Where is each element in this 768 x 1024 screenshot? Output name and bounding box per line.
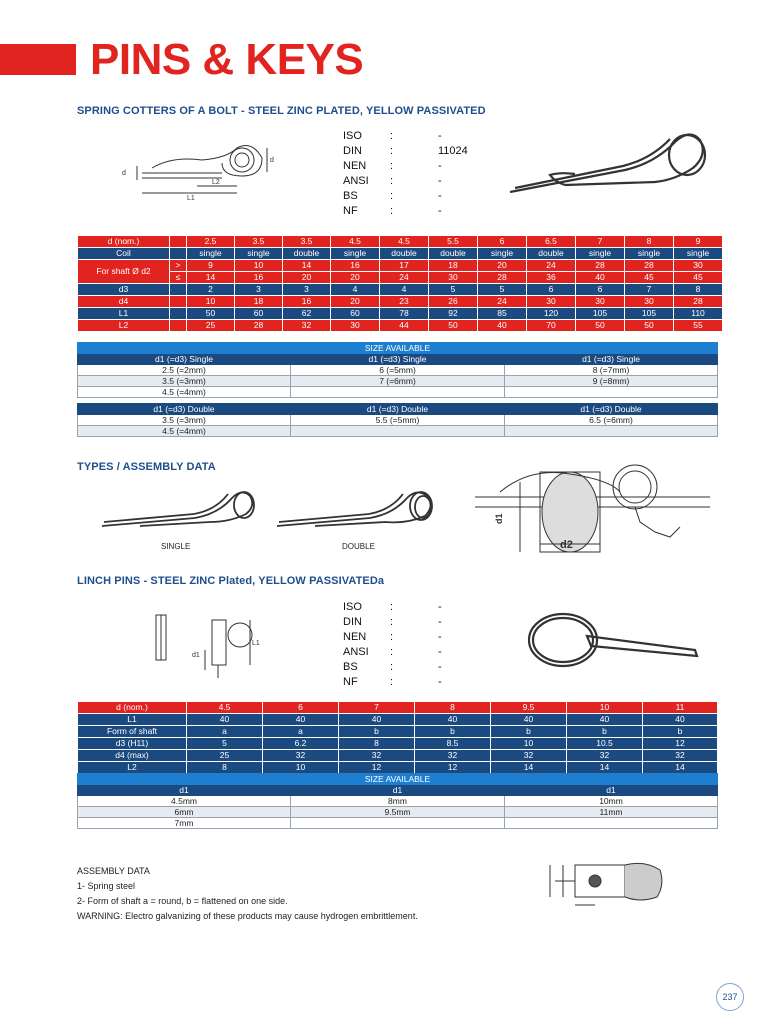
standard-name: ANSI	[343, 646, 369, 658]
spec-cell: 10	[263, 762, 339, 774]
spec-cell: 92	[429, 308, 478, 320]
standard-name: ANSI	[343, 175, 369, 187]
spec-cell: 32	[491, 750, 567, 762]
avail-row	[78, 376, 718, 387]
standard-colon: :	[390, 676, 394, 688]
spec-cell: 2	[187, 284, 235, 296]
avail-cell	[291, 426, 505, 437]
spec-row	[78, 726, 718, 738]
section-title-types-assembly: TYPES / ASSEMBLY DATA	[77, 461, 216, 473]
spec-cell: 70	[527, 320, 576, 332]
notes-line-1: 1- Spring steel	[77, 881, 136, 891]
standard-name: NEN	[343, 160, 367, 172]
standard-row	[343, 144, 468, 159]
spec-cell: single	[478, 248, 527, 260]
spec-cell: 8	[625, 236, 674, 248]
avail-header: d1	[505, 785, 718, 796]
spec-row	[78, 272, 723, 284]
avail-header-row	[78, 785, 718, 796]
row-label: d3	[78, 284, 170, 296]
spec-cell: 8	[339, 738, 415, 750]
page-number: 237	[716, 983, 744, 1011]
row-label: L2	[78, 762, 187, 774]
spec-cell: 120	[527, 308, 576, 320]
spec-cell: 30	[576, 296, 625, 308]
row-symbol: ≤	[170, 272, 187, 284]
avail-cell: 4.5 (=4mm)	[78, 426, 291, 437]
avail-header: d1	[291, 785, 505, 796]
spec-cell: b	[643, 726, 718, 738]
page-title: PINS & KEYS	[90, 35, 364, 84]
spec-cell: 12	[415, 762, 491, 774]
spec-cell: 6	[527, 284, 576, 296]
spec-cell: a	[263, 726, 339, 738]
spec-cell: b	[567, 726, 643, 738]
avail-caption-row	[78, 774, 718, 785]
avail-header: d1 (=d3) Double	[78, 404, 291, 415]
standard-name: ISO	[343, 130, 362, 142]
avail-cell: 3.5 (=3mm)	[78, 376, 291, 387]
assembly-notes	[77, 864, 418, 924]
standard-value: 11024	[438, 145, 468, 157]
spec-cell: 6	[478, 236, 527, 248]
label-d: d	[122, 170, 126, 177]
standard-name: DIN	[343, 145, 362, 157]
spec-cell: 6	[263, 702, 339, 714]
standard-value: -	[438, 160, 442, 172]
spec-cell: 105	[576, 308, 625, 320]
spec-cell: 30	[331, 320, 380, 332]
spec-cell: single	[187, 248, 235, 260]
avail-cell: 9.5mm	[291, 807, 505, 818]
spec-cell: 50	[429, 320, 478, 332]
label-d2: d2	[560, 539, 573, 551]
spec-cell: 3	[235, 284, 283, 296]
standard-row	[343, 660, 442, 675]
row-label: L1	[78, 714, 187, 726]
notes-line-2: 2- Form of shaft a = round, b = flattened on one side.	[77, 896, 288, 906]
row-label: d3 (H11)	[78, 738, 187, 750]
spec-cell: single	[674, 248, 723, 260]
avail-header-row	[78, 404, 718, 415]
spec-cell: 45	[674, 272, 723, 284]
row-label: d4 (max)	[78, 750, 187, 762]
avail-cell: 4.5mm	[78, 796, 291, 807]
avail-cell: 4.5 (=4mm)	[78, 387, 291, 398]
spec-cell: 32	[283, 320, 331, 332]
avail-cell: 7 (=6mm)	[291, 376, 505, 387]
row-symbol	[170, 308, 187, 320]
spec-cell: 6.5	[527, 236, 576, 248]
avail-header: d1 (=d3) Single	[78, 354, 291, 365]
row-symbol	[170, 320, 187, 332]
spec-cell: 26	[429, 296, 478, 308]
spec-cell: single	[235, 248, 283, 260]
spec-row	[78, 260, 723, 272]
spec-cell: 60	[331, 308, 380, 320]
standard-colon: :	[390, 190, 394, 202]
spec-cell: 6	[576, 284, 625, 296]
spec-cell: 30	[625, 296, 674, 308]
spec-cell: 40	[576, 272, 625, 284]
avail-row	[78, 415, 718, 426]
spec-cell: 5.5	[429, 236, 478, 248]
standard-name: NF	[343, 205, 358, 217]
spec-cell: 16	[235, 272, 283, 284]
spring-cotter-spec-table	[77, 235, 723, 332]
spec-cell: 8	[674, 284, 723, 296]
row-symbol: >	[170, 260, 187, 272]
label-l2: L2	[212, 179, 220, 186]
spec-cell: 11	[643, 702, 718, 714]
spec-row	[78, 714, 718, 726]
spec-cell: 23	[380, 296, 429, 308]
row-symbol	[170, 236, 187, 248]
notes-line-3: WARNING: Electro galvanizing of these products may cause hydrogen embrittlement.	[77, 911, 418, 921]
standard-value: -	[438, 631, 442, 643]
spec-cell: 45	[625, 272, 674, 284]
row-label: L1	[78, 308, 170, 320]
spec-cell: 20	[283, 272, 331, 284]
avail-header-row	[78, 354, 718, 365]
spec-cell: 110	[674, 308, 723, 320]
spec-cell: 24	[527, 260, 576, 272]
standard-name: BS	[343, 661, 358, 673]
spec-cell: 28	[625, 260, 674, 272]
avail-cell	[291, 387, 505, 398]
avail-row	[78, 796, 718, 807]
spec-cell: 8	[415, 702, 491, 714]
standard-colon: :	[390, 205, 394, 217]
spec-cell: double	[527, 248, 576, 260]
caption-single: SINGLE	[161, 542, 191, 551]
standard-value: -	[438, 205, 442, 217]
spec-cell: 40	[263, 714, 339, 726]
row-symbol	[170, 284, 187, 296]
spec-cell: 4.5	[380, 236, 429, 248]
spec-cell: 10	[235, 260, 283, 272]
spec-cell: 24	[380, 272, 429, 284]
spec-cell: 50	[576, 320, 625, 332]
avail-cell: 11mm	[505, 807, 718, 818]
spec-cell: 4.5	[331, 236, 380, 248]
standard-name: NEN	[343, 631, 367, 643]
spec-cell: 12	[339, 762, 415, 774]
standard-name: NF	[343, 676, 358, 688]
spec-cell: 30	[429, 272, 478, 284]
spec-cell: double	[283, 248, 331, 260]
notes-heading: ASSEMBLY DATA	[77, 866, 150, 876]
standard-colon: :	[390, 616, 394, 628]
standard-colon: :	[390, 646, 394, 658]
row-label: d (nom.)	[78, 702, 187, 714]
spec-cell: 44	[380, 320, 429, 332]
spec-cell: 10	[187, 296, 235, 308]
caption-double: DOUBLE	[342, 542, 375, 551]
avail-caption: SIZE AVAILABLE	[78, 343, 718, 354]
title-accent-bar	[0, 44, 76, 75]
standards-list-spring-cotters	[343, 129, 468, 219]
standard-value: -	[438, 130, 442, 142]
standard-colon: :	[390, 601, 394, 613]
standard-colon: :	[390, 160, 394, 172]
standard-row	[343, 645, 442, 660]
spec-cell: 14	[283, 260, 331, 272]
spec-cell: 20	[478, 260, 527, 272]
linch-pin-technical-drawing	[150, 610, 270, 685]
standard-row	[343, 189, 468, 204]
standard-row	[343, 159, 468, 174]
spec-cell: 40	[339, 714, 415, 726]
spec-row	[78, 320, 723, 332]
spec-cell: 50	[625, 320, 674, 332]
spring-cotter-size-available-double	[77, 403, 718, 437]
spec-cell: 36	[527, 272, 576, 284]
avail-cell: 6 (=5mm)	[291, 365, 505, 376]
spec-cell: 28	[576, 260, 625, 272]
spec-cell: 7	[576, 236, 625, 248]
avail-cell	[505, 426, 718, 437]
spec-cell: 40	[643, 714, 718, 726]
standard-value: -	[438, 646, 442, 658]
section-title-spring-cotters: SPRING COTTERS OF A BOLT - STEEL ZINC PLATED, YELLOW PASSIVATED	[77, 105, 486, 117]
spec-row	[78, 236, 723, 248]
spec-cell: 40	[187, 714, 263, 726]
spec-row	[78, 308, 723, 320]
standard-row	[343, 600, 442, 615]
spec-cell: 10.5	[567, 738, 643, 750]
spec-cell: 17	[380, 260, 429, 272]
spec-cell: 32	[263, 750, 339, 762]
spec-cell: 55	[674, 320, 723, 332]
spec-cell: 3.5	[283, 236, 331, 248]
avail-cell: 8 (=7mm)	[505, 365, 718, 376]
avail-cell: 9 (=8mm)	[505, 376, 718, 387]
standard-value: -	[438, 616, 442, 628]
spec-cell: 4	[331, 284, 380, 296]
standard-row	[343, 204, 468, 219]
avail-row	[78, 365, 718, 376]
spec-cell: 28	[478, 272, 527, 284]
spec-cell: 9	[187, 260, 235, 272]
spec-cell: 60	[235, 308, 283, 320]
spec-cell: 62	[283, 308, 331, 320]
spec-cell: 85	[478, 308, 527, 320]
spec-row	[78, 738, 718, 750]
standard-colon: :	[390, 631, 394, 643]
spec-cell: 40	[567, 714, 643, 726]
avail-cell: 3.5 (=3mm)	[78, 415, 291, 426]
spec-cell: 12	[643, 738, 718, 750]
spec-cell: b	[491, 726, 567, 738]
avail-cell: 6.5 (=6mm)	[505, 415, 718, 426]
spec-cell: 7	[625, 284, 674, 296]
avail-cell	[505, 387, 718, 398]
standard-row	[343, 630, 442, 645]
spec-cell: 14	[643, 762, 718, 774]
spec-cell: 8.5	[415, 738, 491, 750]
avail-cell: 10mm	[505, 796, 718, 807]
single-coil-cotter-image	[100, 488, 260, 533]
row-label: For shaft Ø d2	[78, 260, 170, 284]
spring-cotter-image	[505, 130, 725, 205]
spec-cell: 105	[625, 308, 674, 320]
standard-row	[343, 675, 442, 690]
standard-colon: :	[390, 175, 394, 187]
spec-cell: 20	[331, 272, 380, 284]
spec-cell: 40	[491, 714, 567, 726]
avail-cell	[505, 818, 718, 829]
spec-cell: 16	[331, 260, 380, 272]
spec-row	[78, 702, 718, 714]
spec-cell: 3	[283, 284, 331, 296]
spec-cell: double	[380, 248, 429, 260]
spec-cell: 7	[339, 702, 415, 714]
spec-cell: 3.5	[235, 236, 283, 248]
avail-row	[78, 426, 718, 437]
spec-cell: 32	[339, 750, 415, 762]
spec-cell: 5	[187, 738, 263, 750]
standard-value: -	[438, 190, 442, 202]
row-label: d (nom.)	[78, 236, 170, 248]
spec-cell: single	[576, 248, 625, 260]
avail-row	[78, 818, 718, 829]
spec-cell: 9.5	[491, 702, 567, 714]
spec-cell: 32	[415, 750, 491, 762]
standard-value: -	[438, 661, 442, 673]
label-d4: d	[270, 157, 274, 164]
standard-name: ISO	[343, 601, 362, 613]
spec-row	[78, 762, 718, 774]
avail-header: d1 (=d3) Single	[291, 354, 505, 365]
spec-cell: 25	[187, 750, 263, 762]
standard-colon: :	[390, 661, 394, 673]
spec-cell: 40	[415, 714, 491, 726]
spec-cell: 2.5	[187, 236, 235, 248]
standard-name: DIN	[343, 616, 362, 628]
spec-cell: 8	[187, 762, 263, 774]
standard-value: -	[438, 601, 442, 613]
spec-cell: 16	[283, 296, 331, 308]
spec-cell: 4.5	[187, 702, 263, 714]
standard-value: -	[438, 676, 442, 688]
avail-cell	[291, 818, 505, 829]
avail-row	[78, 807, 718, 818]
spec-cell: a	[187, 726, 263, 738]
spec-cell: 24	[478, 296, 527, 308]
spec-cell: 18	[429, 260, 478, 272]
avail-cell: 6mm	[78, 807, 291, 818]
spec-cell: 14	[491, 762, 567, 774]
standard-value: -	[438, 175, 442, 187]
spec-cell: 5	[478, 284, 527, 296]
row-label: Form of shaft	[78, 726, 187, 738]
standard-row	[343, 615, 442, 630]
linch-pin-assembly-drawing	[535, 855, 665, 915]
double-coil-cotter-image	[275, 488, 445, 533]
spec-cell: 4	[380, 284, 429, 296]
standard-row	[343, 129, 468, 144]
spec-cell: b	[415, 726, 491, 738]
spec-cell: 32	[567, 750, 643, 762]
linch-pin-image	[525, 610, 705, 680]
standard-colon: :	[390, 145, 394, 157]
spec-cell: 14	[567, 762, 643, 774]
spec-cell: single	[625, 248, 674, 260]
row-label: d4	[78, 296, 170, 308]
avail-cell: 2.5 (=2mm)	[78, 365, 291, 376]
row-label: L2	[78, 320, 170, 332]
standard-name: BS	[343, 190, 358, 202]
spec-row	[78, 750, 718, 762]
label-d1: d1	[192, 652, 200, 659]
spec-row	[78, 296, 723, 308]
standard-row	[343, 174, 468, 189]
spec-cell: 6.2	[263, 738, 339, 750]
spec-cell: 32	[643, 750, 718, 762]
row-symbol	[170, 248, 187, 260]
avail-row	[78, 387, 718, 398]
avail-cell: 5.5 (=5mm)	[291, 415, 505, 426]
spec-cell: 28	[235, 320, 283, 332]
spec-cell: 30	[527, 296, 576, 308]
spec-cell: single	[331, 248, 380, 260]
spec-cell: 10	[491, 738, 567, 750]
spec-cell: b	[339, 726, 415, 738]
label-l1: L1	[252, 640, 260, 647]
spec-row	[78, 284, 723, 296]
spring-cotter-size-available-single	[77, 342, 718, 398]
avail-caption-row	[78, 343, 718, 354]
label-d1: d1	[494, 513, 504, 524]
avail-header: d1 (=d3) Single	[505, 354, 718, 365]
linch-pin-spec-table	[77, 701, 718, 774]
avail-header: d1 (=d3) Double	[505, 404, 718, 415]
spec-cell: 10	[567, 702, 643, 714]
spec-cell: 25	[187, 320, 235, 332]
avail-caption: SIZE AVAILABLE	[78, 774, 718, 785]
spec-cell: 78	[380, 308, 429, 320]
avail-cell: 7mm	[78, 818, 291, 829]
row-label: Coil	[78, 248, 170, 260]
spec-cell: 5	[429, 284, 478, 296]
label-l1: L1	[187, 195, 195, 202]
spec-cell: 40	[478, 320, 527, 332]
row-symbol	[170, 296, 187, 308]
spec-cell: 28	[674, 296, 723, 308]
section-title-linch-pins: LINCH PINS - STEEL ZINC Plated, YELLOW PASSIVATEDa	[77, 575, 385, 587]
spec-cell: 14	[187, 272, 235, 284]
spec-cell: 50	[187, 308, 235, 320]
spring-cotter-technical-drawing	[112, 138, 282, 208]
avail-cell: 8mm	[291, 796, 505, 807]
spec-cell: double	[429, 248, 478, 260]
spec-cell: 20	[331, 296, 380, 308]
avail-header: d1 (=d3) Double	[291, 404, 505, 415]
linch-pin-size-available	[77, 773, 718, 829]
spec-cell: 18	[235, 296, 283, 308]
standard-colon: :	[390, 130, 394, 142]
spec-row	[78, 248, 723, 260]
spec-cell: 9	[674, 236, 723, 248]
standards-list-linch-pins	[343, 600, 442, 690]
avail-header: d1	[78, 785, 291, 796]
spec-cell: 30	[674, 260, 723, 272]
assembly-cross-section-drawing	[470, 462, 715, 562]
